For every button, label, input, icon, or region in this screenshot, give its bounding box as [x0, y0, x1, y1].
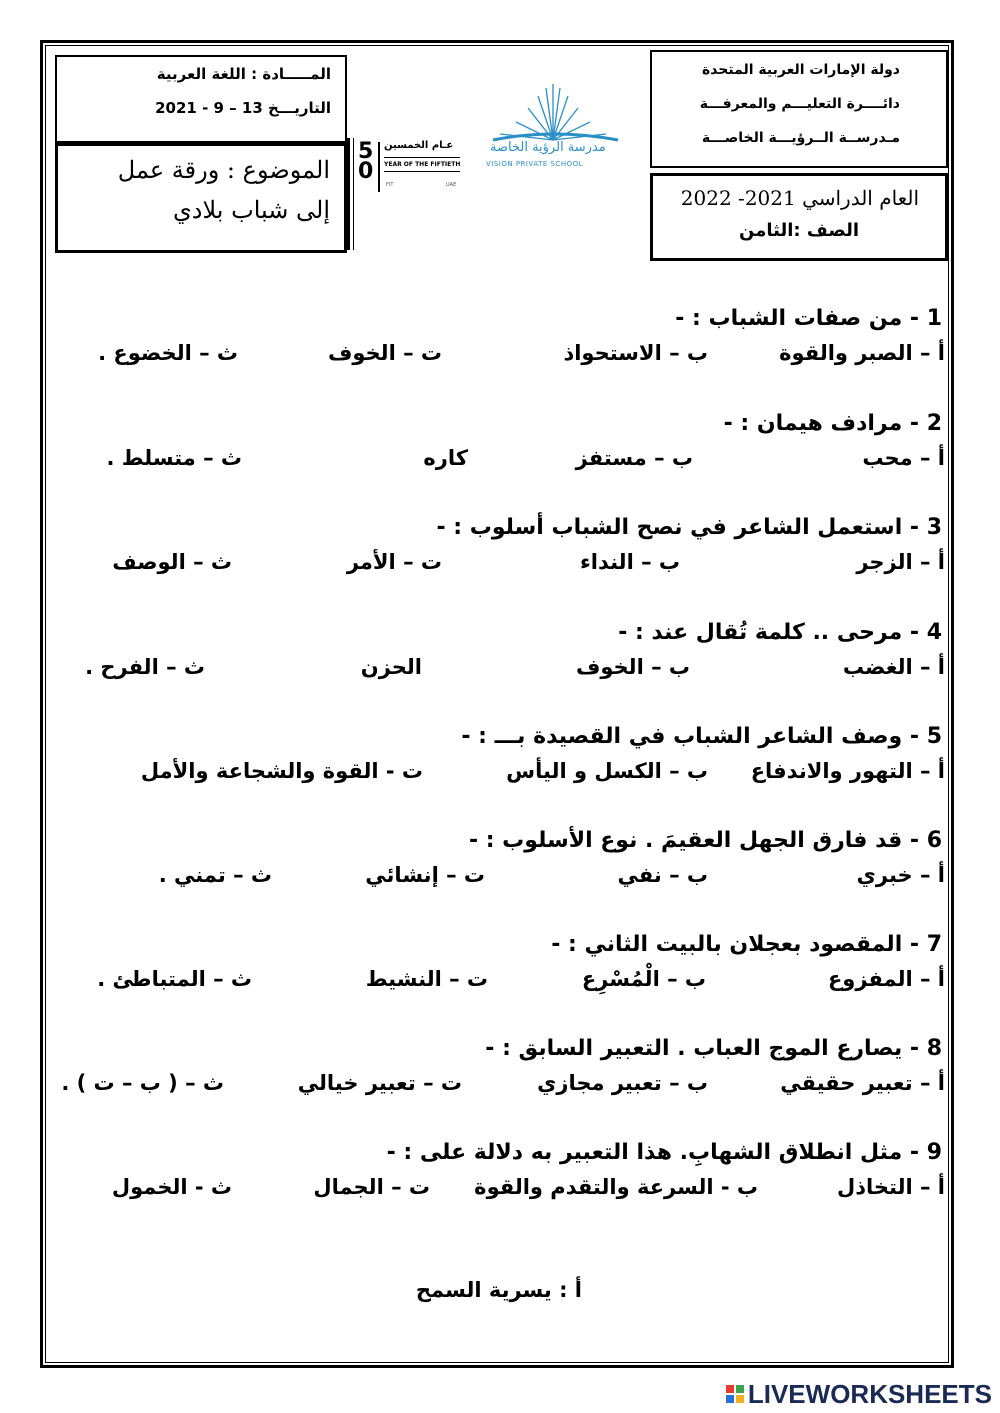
- option-t: ت – الجمال: [313, 1175, 430, 1199]
- logo-50-small-left: FIT: [386, 182, 394, 188]
- option-t: ت – إنشائي: [365, 863, 485, 887]
- question-text: 2 - مرادف هيمان : -: [723, 411, 942, 436]
- question-text: 1 - من صفات الشباب : -: [675, 306, 942, 331]
- topic-line-1: الموضوع : ورقة عمل: [117, 156, 330, 184]
- option-a: أ – خبري: [856, 863, 945, 887]
- question-text: 4 - مرحى .. كلمة تُقال عند : -: [618, 620, 942, 645]
- option-b: ب – الخوف: [575, 655, 690, 679]
- grade-label: الصف :الثامن: [739, 220, 859, 241]
- option-b: ب – الْمُسْرِع: [581, 967, 706, 991]
- logo-50-bar: [378, 142, 380, 192]
- logo-50-arabic: عـام الخمسين: [384, 140, 454, 151]
- subject-date-box: [55, 55, 347, 143]
- question-text: 3 - استعمل الشاعر في نصح الشباب أسلوب : -: [436, 515, 942, 540]
- option-t: ت – تعبير خيالي: [297, 1071, 462, 1095]
- school-logo-arabic: مدرسة الرؤية الخاصة: [490, 140, 606, 155]
- option-th: ث – الوصف: [112, 550, 232, 574]
- school-logo-english: VISION PRIVATE SCHOOL: [486, 160, 584, 168]
- option-a: أ – التهور والاندفاع: [750, 759, 945, 783]
- option-a: أ – الزجر: [856, 550, 945, 574]
- question-text: 7 - المقصود بعجلان بالبيت الثاني : -: [551, 932, 942, 957]
- option-b: ب – الكسل و اليأس: [506, 759, 708, 783]
- option-t: ت - القوة والشجاعة والأمل: [140, 759, 423, 783]
- option-t: ت – النشيط: [365, 967, 488, 991]
- option-th: ث – متسلط .: [106, 446, 242, 470]
- academic-year-label: العام الدراسي 2021- 2022: [680, 186, 919, 210]
- option-b: ب – مستفز: [575, 446, 693, 470]
- department-label: دائــــرة التعليـــم والمعرفـــة: [699, 96, 900, 112]
- question-text: 8 - يصارع الموج العباب . التعبير السابق : -: [485, 1036, 942, 1061]
- country-label: دولة الإمارات العربية المتحدة: [701, 62, 900, 78]
- option-b: ب - السرعة والتقدم والقوة: [474, 1175, 758, 1199]
- header-divider-thin: [353, 138, 354, 250]
- option-th: ث – المتباطئ .: [97, 967, 252, 991]
- option-a: أ – المفزوع: [827, 967, 945, 991]
- option-a: أ – محب: [862, 446, 945, 470]
- option-a: أ – تعبير حقيقي: [780, 1071, 945, 1095]
- year-grade-box: [650, 173, 948, 261]
- liveworksheets-text: LIVEWORKSHEETS: [747, 1378, 992, 1409]
- date-label: التاريـــخ 13 – 9 - 2021: [155, 99, 331, 117]
- logo-50-small-right: UAE: [446, 182, 457, 188]
- option-th: ث – الفرح .: [85, 655, 205, 679]
- year-of-fiftieth-logo: [358, 140, 468, 200]
- logo-50-rule: [384, 157, 460, 158]
- school-label: مـدرســة الــرؤيـــة الخاصـــة: [701, 130, 900, 146]
- logo-50-rule-2: [384, 171, 460, 172]
- question-text: 5 - وصف الشاعر الشباب في القصيدة بـــ : -: [461, 724, 942, 749]
- vision-sunburst-icon: [478, 82, 628, 144]
- topic-box: [55, 143, 347, 253]
- option-t: الحزن: [360, 655, 422, 679]
- question-text: 9 - مثل انطلاق الشهابِ. هذا التعبير به دلالة على : -: [386, 1140, 942, 1165]
- option-th: ث – الخضوع .: [98, 341, 238, 365]
- logo-50-english: YEAR OF THE FIFTIETH: [384, 161, 461, 168]
- option-th: ث - الخمول: [111, 1175, 232, 1199]
- option-b: ب – النداء: [580, 550, 680, 574]
- question-text: 6 - قد فارق الجهل العقيمَ . نوع الأسلوب : -: [468, 828, 942, 853]
- option-th: ث – تمني .: [158, 863, 272, 887]
- option-t: ت – الأمر: [346, 550, 442, 574]
- option-t: ت – الخوف: [327, 341, 442, 365]
- liveworksheets-watermark: [726, 1378, 992, 1410]
- liveworksheets-logo-icon: [726, 1385, 744, 1403]
- option-th: ث – ( ب – ت ) .: [61, 1071, 224, 1095]
- option-a: أ – التخاذل: [837, 1175, 945, 1199]
- option-b: ب – تعبير مجازي: [537, 1071, 708, 1095]
- header-divider: [347, 138, 350, 250]
- option-b: ب – نفي: [617, 863, 708, 887]
- option-a: أ – الصبر والقوة: [779, 341, 945, 365]
- logo-50-number: 50: [358, 139, 374, 184]
- vision-school-logo: [478, 82, 628, 172]
- topic-line-2: إلى شباب بلادي: [173, 196, 330, 224]
- teacher-name: أ : يسرية السمح: [415, 1278, 582, 1302]
- subject-label: المـــــادة : اللغة العربية: [156, 65, 331, 83]
- option-a: أ – الغضب: [842, 655, 945, 679]
- option-t: كاره: [423, 446, 468, 470]
- option-b: ب – الاستحواذ: [563, 341, 708, 365]
- ministry-box: [650, 50, 948, 168]
